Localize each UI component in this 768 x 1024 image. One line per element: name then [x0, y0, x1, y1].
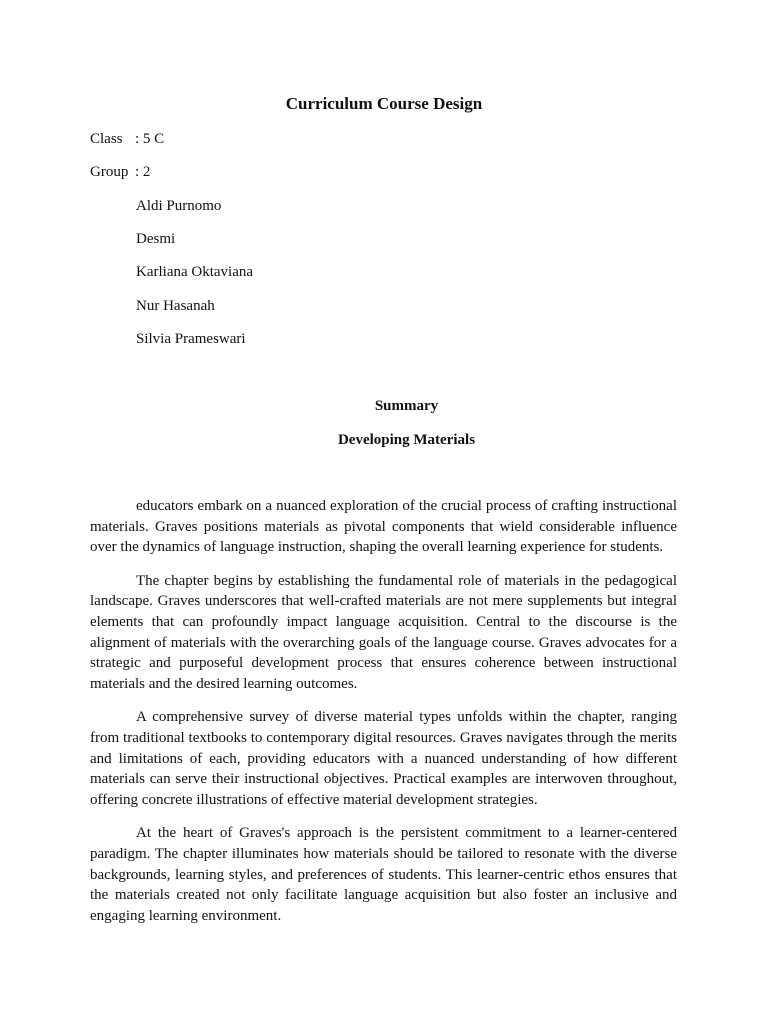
class-row [90, 129, 164, 149]
group-member: Desmi [136, 231, 176, 247]
section-heading: Summary [374, 398, 439, 414]
group-member: Nur Hasanah [136, 298, 215, 314]
group-member: Karliana Oktaviana [136, 264, 254, 280]
group-row [90, 162, 150, 182]
body-text [90, 496, 677, 939]
section-subheading: Developing Materials [337, 432, 476, 448]
class-value: : 5 C [135, 131, 165, 147]
group-label: Group [90, 164, 129, 180]
group-value: : 2 [135, 164, 151, 180]
paragraph: educators embark on a nuanced exploration of the crucial process of crafting instructional materials. Graves positions materials as pivotal components that wield considerable influence over the dynamics of language instruction, shaping the overall learning experience for students. [90, 498, 677, 556]
group-member: Silvia Prameswari [136, 331, 246, 347]
group-member: Aldi Purnomo [136, 198, 222, 214]
paragraph: A comprehensive survey of diverse material types unfolds within the chapter, ranging from traditional textbooks to contemporary digital resources. Graves navigates through the merits and limitations of each, providing educators with a nuanced understanding of how different materials can serve their instructional objectives. Practical examples are interwoven throughout, offering concrete illustrations of effective material development strategies. [90, 709, 677, 808]
document-title: Curriculum Course Design [285, 94, 483, 113]
paragraph: At the heart of Graves's approach is the persistent commitment to a learner-centered paradigm. The chapter illuminates how materials should be tailored to resonate with the diverse backgrounds, learning styles, and preferences of students. This learner-centric ethos ensures that the materials created not only facilitate language acquisition but also foster an inclusive and engaging learning environment. [90, 825, 677, 924]
paragraph: The chapter begins by establishing the fundamental role of materials in the pedagogical landscape. Graves underscores that well-crafted materials are not mere supplements but integral elements that can profoundly impact language acquisition. Central to the discourse is the alignment of materials with the overarching goals of the language course. Graves advocates for a strategic and purposeful development process that ensures coherence between instructional materials and the desired learning outcomes. [90, 572, 677, 692]
class-label: Class [90, 131, 123, 147]
